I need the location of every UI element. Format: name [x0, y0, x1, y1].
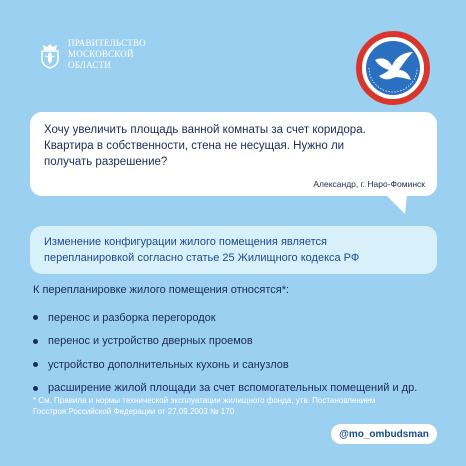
list-item	[33, 330, 417, 354]
question-bubble	[30, 112, 437, 196]
bullet-icon	[33, 362, 38, 367]
list-item-text: устройство дополнительных кухонь и санузлов	[48, 358, 289, 371]
bullet-icon	[33, 386, 38, 391]
footnote-line-2: Госстроя Российской Федерации от 27.09.2003 № 170	[33, 407, 235, 416]
question-author: Александр, г. Наро-Фоминск	[313, 179, 425, 189]
bullet-icon	[33, 315, 38, 320]
list-item-text: перенос и устройство дверных проемов	[48, 335, 253, 348]
bullet-icon	[33, 339, 38, 344]
list-item	[33, 306, 417, 330]
list-item	[33, 353, 417, 377]
answer-line-2: перепланировкой согласно статье 25 Жилищного кодекса РФ	[44, 252, 360, 264]
question-line-2: Квартира в собственности, стена не несущая. Нужно ли	[44, 140, 345, 152]
ombudsman-emblem-icon	[355, 30, 431, 106]
question-line-3: получать разрешение?	[44, 156, 168, 168]
footnote	[33, 395, 375, 417]
list-item-text: перенос и разборка перегородок	[48, 311, 216, 324]
gov-line-1: ПРАВИТЕЛЬСТВО	[68, 38, 146, 48]
list-item-text: расширение жилой площади за счет вспомогательных помещений и др.	[48, 382, 418, 395]
answer-line-1: Изменение конфигурации жилого помещения является	[44, 236, 327, 248]
question-text	[44, 122, 425, 170]
redevelopment-list	[33, 306, 417, 400]
government-header	[40, 38, 146, 71]
gov-line-3: ОБЛАСТИ	[68, 60, 111, 70]
answer-box	[30, 226, 437, 274]
social-handle-badge[interactable]: @mo_ombudsman	[331, 424, 437, 444]
footnote-line-1: * См. Правила и нормы технической эксплуатации жилищного фонда, утв. Постановлением	[33, 396, 376, 405]
gov-line-2: МОСКОВСКОЙ	[68, 49, 134, 59]
coat-of-arms-icon	[40, 41, 60, 69]
list-title: К перепланировке жилого помещения относятся*:	[33, 284, 290, 296]
bubble-tail	[385, 194, 411, 214]
question-line-1: Хочу увеличить площадь ванной комнаты за счет коридора.	[44, 124, 366, 136]
government-title	[68, 38, 146, 71]
